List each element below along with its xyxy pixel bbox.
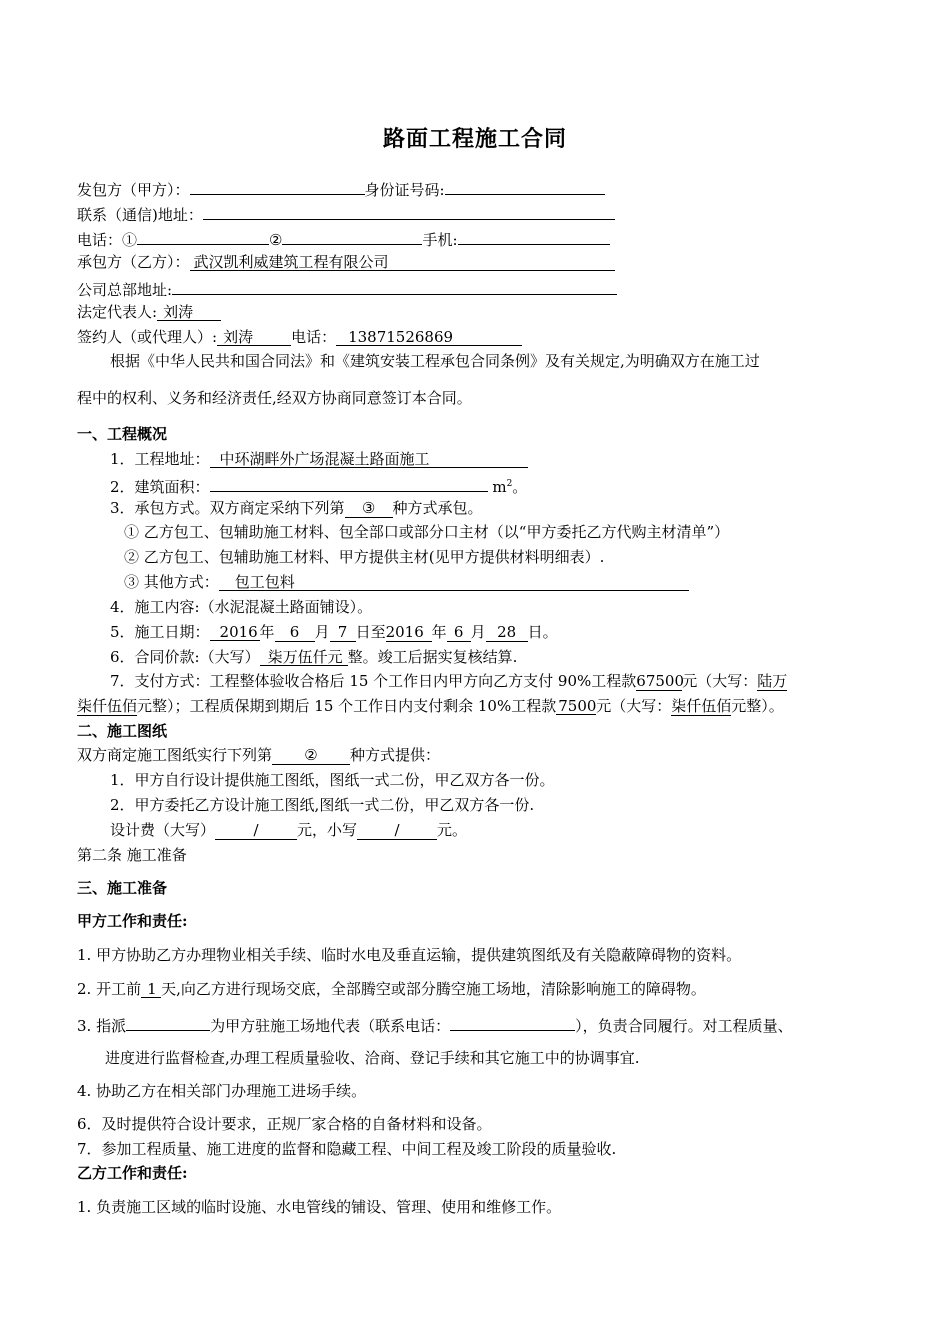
- contact-address-blank: [203, 202, 615, 220]
- payment1-amount: 67500: [636, 672, 684, 690]
- drawing-mode-value: ②: [272, 747, 350, 765]
- article2-heading: 第二条 施工准备: [77, 846, 187, 864]
- payment2-words: 柒仟伍佰: [671, 697, 732, 715]
- representative-phone-blank: [450, 1013, 575, 1031]
- a-duty-6: 6．及时提供符合设计要求，正规厂家合格的自备材料和设备。: [77, 1115, 492, 1133]
- s1-item5-label: 5．施工日期：: [110, 623, 210, 641]
- s2-item2: 2．甲方委托乙方设计施工图纸,图纸一式二份，甲乙双方各一份.: [110, 796, 535, 814]
- mobile-blank: [458, 227, 610, 245]
- s1-item2-end: 。: [512, 478, 528, 496]
- year-text: 年: [259, 623, 275, 641]
- payment1-words-b: 柒仟伍佰: [77, 697, 138, 715]
- end-year: 2016: [386, 624, 432, 642]
- area-unit: m: [492, 478, 507, 496]
- hq-address-line: [77, 277, 617, 300]
- s1-item1: [110, 449, 528, 469]
- a-duty-3-post: ），负责合同履行。对工程质量、: [575, 1017, 793, 1035]
- option-2: ② 乙方包工、包辅助施工材料、甲方提供主材(见甲方提供材料明细表）.: [124, 548, 605, 566]
- month-text-2: 月: [470, 623, 486, 641]
- s2-choice-line: [77, 745, 440, 765]
- phone-label: 电话：①: [77, 231, 138, 249]
- legal-rep-value: 刘涛: [157, 304, 221, 321]
- s1-item2: [110, 474, 527, 497]
- party-a-duties-heading: 甲方工作和责任:: [77, 912, 188, 930]
- design-fee-end: 元。: [437, 821, 468, 839]
- a-duty-3-pre: 3. 指派: [77, 1017, 127, 1035]
- s1-item1-label: 1．工程地址：: [110, 450, 210, 468]
- a-duty-2-pre: 2. 开工前: [77, 980, 142, 998]
- day-to-text: 日至: [355, 623, 386, 641]
- s1-item7-line1: [110, 671, 787, 691]
- id-label: 身份证号码:: [364, 181, 445, 199]
- s1-item7-line2-mid: 元整）；工程质保期到期后 15 个工作日内支付剩余 10%工程款: [137, 697, 557, 715]
- s1-item6: [110, 647, 517, 667]
- s1-item7-pre: 7．支付方式：工程整体验收合格后 15 个工作日内甲方向乙方支付 90%工程款: [110, 672, 637, 690]
- section3-heading: 三、施工准备: [77, 879, 168, 897]
- a-duty-7: 7．参加工程质量、施工进度的监督和隐藏工程、中间工程及竣工阶段的质量验收.: [77, 1140, 617, 1158]
- s1-item5: [110, 622, 558, 642]
- a-duty-3: [77, 1013, 793, 1036]
- handover-days: 1: [141, 981, 161, 998]
- start-day: 7: [330, 624, 356, 642]
- legal-rep-label: 法定代表人:: [77, 303, 158, 321]
- b-duty-1: 1. 负责施工区域的临时设施、水电管线的铺设、管理、使用和维修工作。: [77, 1198, 562, 1216]
- a-duty-2-post: 天,向乙方进行现场交底，全部腾空或部分腾空施工场地，清除影响施工的障碍物。: [161, 980, 706, 998]
- intro-line-2: 程中的权利、义务和经济责任,经双方协商同意签订本合同。: [77, 389, 472, 407]
- signer-line: [77, 327, 522, 347]
- contract-price-words: 柒万伍仟元: [260, 649, 348, 666]
- phone2-marker: ②: [269, 231, 283, 249]
- party-a-blank: [190, 177, 365, 195]
- hq-address-label: 公司总部地址:: [77, 281, 173, 299]
- phone-line: [77, 227, 610, 250]
- month-text: 月: [314, 623, 330, 641]
- s1-item6-post: 整。竣工后据实复核结算.: [347, 648, 518, 666]
- payment2-end: 元整）。: [731, 697, 784, 715]
- s2-choice-post: 种方式提供：: [350, 746, 441, 764]
- a-duty-2: [77, 979, 706, 999]
- contact-address-label: 联系（通信)地址：: [77, 206, 203, 224]
- s1-item6-label: 6．合同价款:（大写）: [110, 648, 260, 666]
- party-b-value: 武汉凯利威建筑工程有限公司: [190, 254, 615, 271]
- end-day: 28: [486, 624, 528, 642]
- a-duty-4: 4. 协助乙方在相关部门办理施工进场手续。: [77, 1082, 367, 1100]
- party-a-line: [77, 177, 605, 200]
- mobile-label: 手机:: [422, 231, 458, 249]
- payment1-words-a: 陆万: [757, 672, 788, 690]
- id-blank: [445, 177, 605, 195]
- representative-blank: [126, 1013, 210, 1031]
- party-b-line: [77, 252, 615, 272]
- s1-item7-line2: [77, 696, 784, 716]
- s1-item4: 4．施工内容:（水泥混凝土路面铺设）。: [110, 598, 373, 616]
- design-fee-mid: 元，小写: [297, 821, 358, 839]
- design-fee-line: [110, 820, 467, 840]
- contract-mode-value: ③: [345, 500, 393, 518]
- phone1-blank: [137, 227, 269, 245]
- party-b-label: 承包方（乙方）：: [77, 253, 190, 271]
- section1-heading: 一、工程概况: [77, 425, 168, 443]
- signer-phone-label: 电话：: [291, 328, 337, 346]
- signer-value: 刘涛: [217, 329, 291, 346]
- hq-address-blank: [172, 277, 617, 295]
- s1-item3: [110, 498, 483, 518]
- s2-choice-pre: 双方商定施工图纸实行下列第: [77, 746, 273, 764]
- party-b-duties-heading: 乙方工作和责任:: [77, 1164, 188, 1182]
- end-month: 6: [447, 624, 471, 642]
- legal-rep-line: [77, 302, 221, 322]
- project-address-value: 中环湖畔外广场混凝土路面施工: [210, 451, 528, 468]
- day-text: 日。: [527, 623, 558, 641]
- payment1-mid: 元（大写：: [682, 672, 758, 690]
- area-unit-sup: 2: [506, 479, 513, 489]
- design-fee-words: /: [215, 822, 297, 840]
- signer-phone-value: 13871526869: [336, 329, 522, 346]
- signer-label: 签约人（或代理人）:: [77, 328, 218, 346]
- s1-item2-label: 2．建筑面积：: [110, 478, 210, 496]
- a-duty-3-mid: 为甲方驻施工场地代表（联系电话：: [210, 1017, 451, 1035]
- option-3: [124, 572, 689, 592]
- party-a-label: 发包方（甲方）：: [77, 181, 190, 199]
- other-mode-value: 包工包料: [219, 574, 689, 591]
- phone2-blank: [282, 227, 422, 245]
- option-1: ① 乙方包工、包辅助施工材料、包全部口或部分口主材（以“甲方委托乙方代购主材清单”）: [124, 523, 730, 541]
- design-fee-label: 设计费（大写）: [110, 821, 216, 839]
- document-title: 路面工程施工合同: [382, 126, 567, 152]
- start-year: 2016: [210, 624, 260, 641]
- payment2-mid: 元（大写：: [596, 697, 672, 715]
- year-text-2: 年: [431, 623, 447, 641]
- s2-item1: 1．甲方自行设计提供施工图纸，图纸一式二份，甲乙双方各一份。: [110, 771, 555, 789]
- start-month: 6: [275, 624, 315, 642]
- option-3-label: ③ 其他方式：: [124, 573, 219, 591]
- a-duty-1: 1. 甲方协助乙方办理物业相关手续、临时水电及垂直运输，提供建筑图纸及有关隐蔽障碍物的资料。: [77, 946, 742, 964]
- a-duty-3-line2: 进度进行监督检查,办理工程质量验收、洽商、登记手续和其它施工中的协调事宜.: [105, 1049, 640, 1067]
- s1-item3-post: 种方式承包。: [392, 499, 483, 517]
- payment2-amount: 7500: [558, 697, 597, 715]
- building-area-blank: [210, 474, 488, 492]
- intro-line-1: 根据《中华人民共和国合同法》和《建筑安装工程承包合同条例》及有关规定,为明确双方在施工过: [110, 352, 760, 370]
- s1-item3-pre: 3．承包方式。双方商定采纳下列第: [110, 499, 345, 517]
- section2-heading: 二、施工图纸: [77, 722, 168, 740]
- design-fee-small: /: [357, 822, 437, 840]
- contact-address-line: [77, 202, 615, 225]
